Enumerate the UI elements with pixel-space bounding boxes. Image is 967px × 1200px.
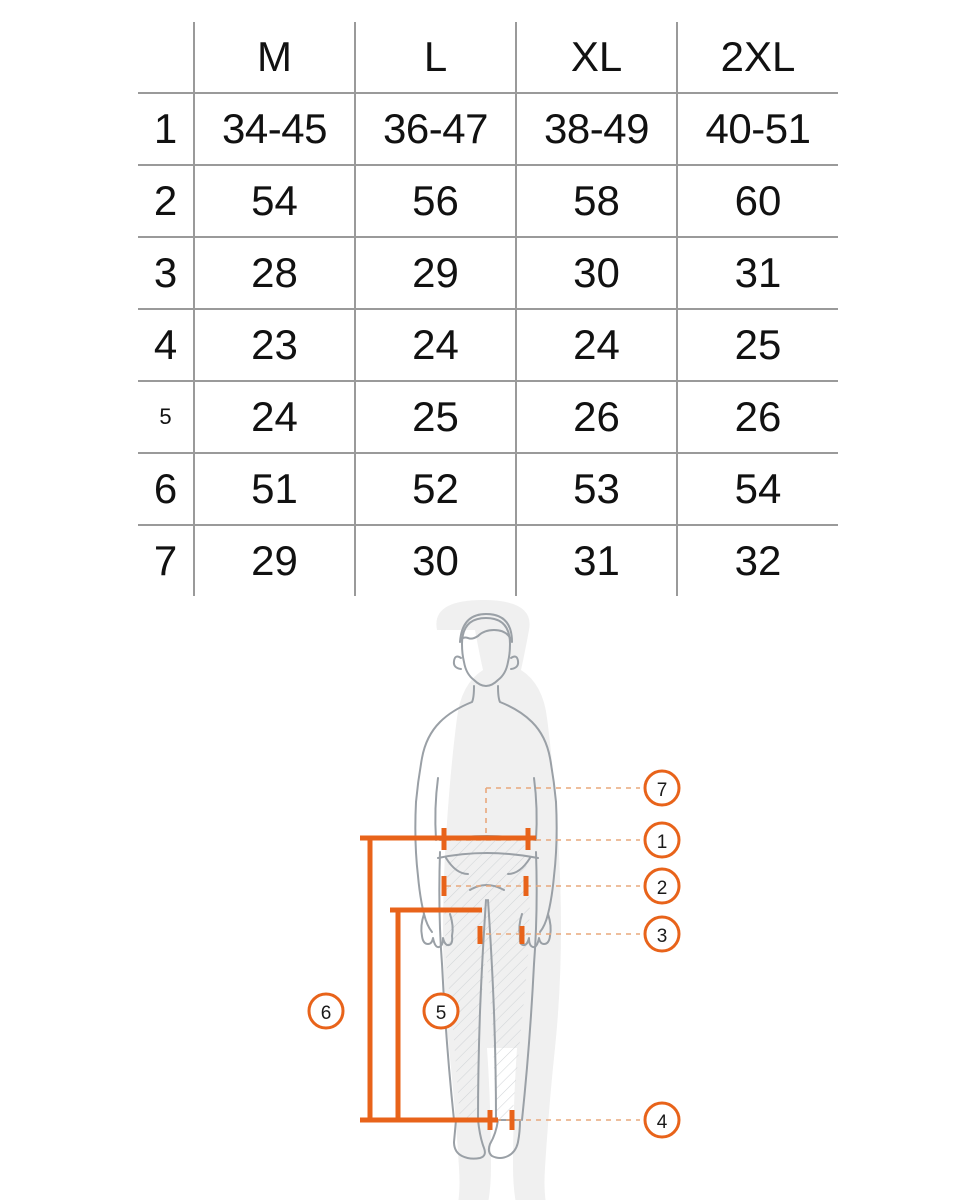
marker-3-label: 3 bbox=[656, 926, 668, 947]
marker-2[interactable] bbox=[645, 869, 679, 903]
table-row bbox=[138, 453, 838, 525]
marker-7-label: 7 bbox=[656, 780, 668, 801]
cell-1-m: 34-45 bbox=[194, 93, 355, 165]
cell-6-l: 52 bbox=[355, 453, 516, 525]
marker-7[interactable] bbox=[645, 771, 679, 805]
table-row bbox=[138, 381, 838, 453]
table-row bbox=[138, 93, 838, 165]
cell-5-xl: 26 bbox=[516, 381, 677, 453]
cell-7-xl: 31 bbox=[516, 525, 677, 596]
column-header-l: L bbox=[355, 22, 516, 93]
cell-6-m: 51 bbox=[194, 453, 355, 525]
row-label-5: 5 bbox=[138, 381, 194, 453]
column-header-xl: XL bbox=[516, 22, 677, 93]
cell-4-m: 23 bbox=[194, 309, 355, 381]
cell-6-2xl: 54 bbox=[677, 453, 838, 525]
table-row bbox=[138, 237, 838, 309]
table-header-row bbox=[138, 22, 838, 93]
table-row bbox=[138, 309, 838, 381]
cell-3-m: 28 bbox=[194, 237, 355, 309]
cell-7-l: 30 bbox=[355, 525, 516, 596]
cell-3-2xl: 31 bbox=[677, 237, 838, 309]
row-label-1: 1 bbox=[138, 93, 194, 165]
marker-1[interactable] bbox=[645, 823, 679, 857]
cell-3-l: 29 bbox=[355, 237, 516, 309]
cell-7-2xl: 32 bbox=[677, 525, 838, 596]
size-chart-table-wrapper bbox=[138, 22, 838, 596]
size-chart-table bbox=[138, 22, 838, 596]
cell-4-xl: 24 bbox=[516, 309, 677, 381]
marker-2-label: 2 bbox=[656, 878, 668, 899]
measurement-diagram bbox=[0, 600, 967, 1200]
row-label-3: 3 bbox=[138, 237, 194, 309]
row-label-4: 4 bbox=[138, 309, 194, 381]
cell-2-2xl: 60 bbox=[677, 165, 838, 237]
cell-5-m: 24 bbox=[194, 381, 355, 453]
cell-3-xl: 30 bbox=[516, 237, 677, 309]
marker-6[interactable] bbox=[309, 994, 343, 1028]
column-header-2xl: 2XL bbox=[677, 22, 838, 93]
cell-1-2xl: 40-51 bbox=[677, 93, 838, 165]
marker-5-label: 5 bbox=[435, 1003, 447, 1024]
table-row bbox=[138, 525, 838, 596]
row-label-6: 6 bbox=[138, 453, 194, 525]
cell-2-l: 56 bbox=[355, 165, 516, 237]
marker-1-label: 1 bbox=[656, 832, 668, 853]
cell-6-xl: 53 bbox=[516, 453, 677, 525]
marker-3[interactable] bbox=[645, 917, 679, 951]
cell-4-2xl: 25 bbox=[677, 309, 838, 381]
cell-1-xl: 38-49 bbox=[516, 93, 677, 165]
cell-5-2xl: 26 bbox=[677, 381, 838, 453]
table-row bbox=[138, 165, 838, 237]
cell-2-xl: 58 bbox=[516, 165, 677, 237]
table-corner-cell bbox=[138, 22, 194, 93]
cell-5-l: 25 bbox=[355, 381, 516, 453]
marker-4[interactable] bbox=[645, 1103, 679, 1137]
marker-6-label: 6 bbox=[320, 1003, 332, 1024]
cell-2-m: 54 bbox=[194, 165, 355, 237]
cell-7-m: 29 bbox=[194, 525, 355, 596]
column-header-m: M bbox=[194, 22, 355, 93]
cell-1-l: 36-47 bbox=[355, 93, 516, 165]
marker-4-label: 4 bbox=[656, 1112, 668, 1133]
cell-4-l: 24 bbox=[355, 309, 516, 381]
marker-5[interactable] bbox=[424, 994, 458, 1028]
row-label-2: 2 bbox=[138, 165, 194, 237]
row-label-7: 7 bbox=[153, 537, 178, 584]
